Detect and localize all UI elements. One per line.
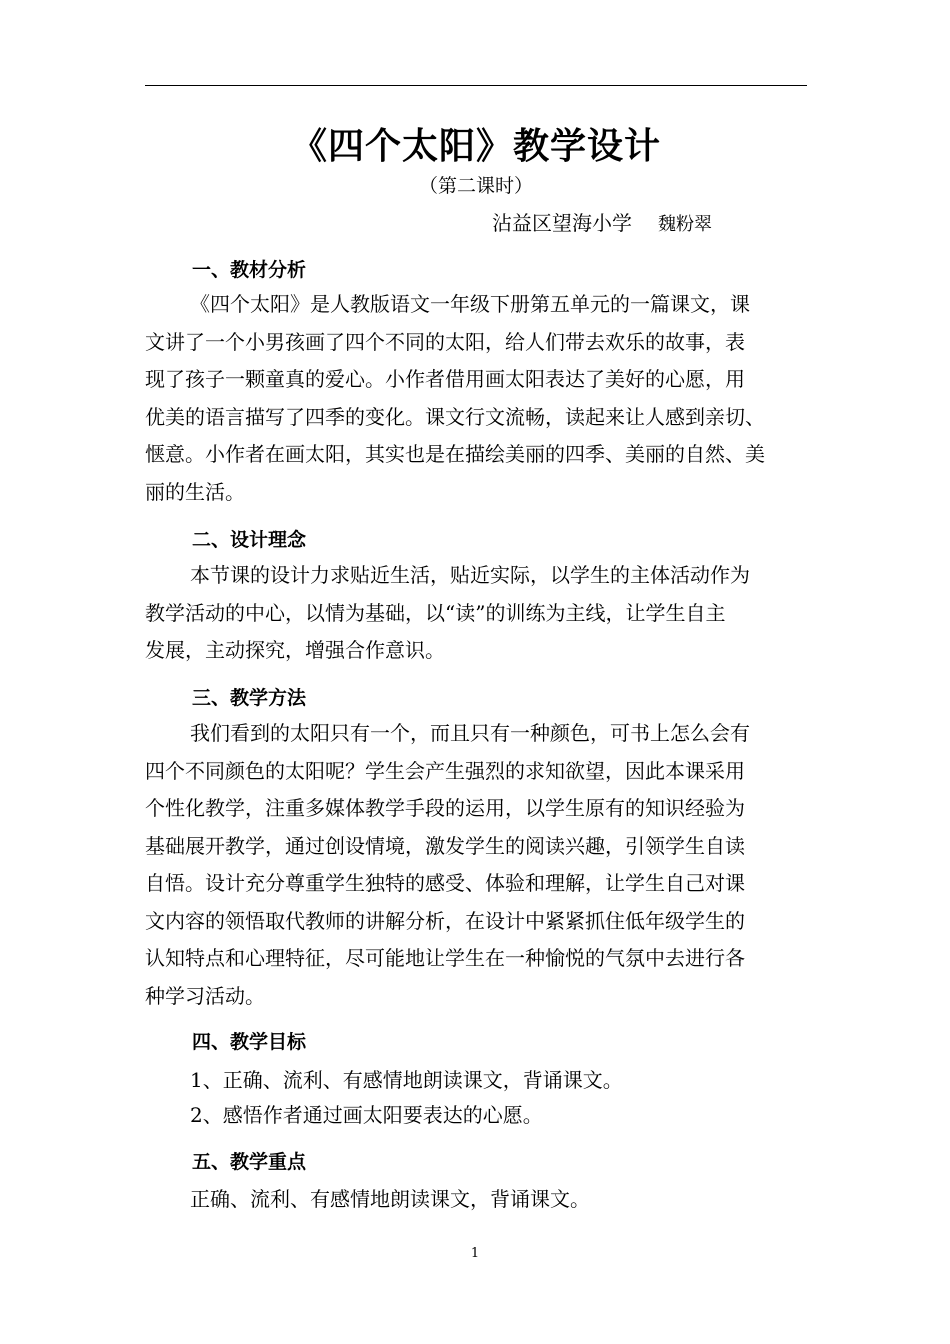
document-title: 《四个太阳》教学设计 [290, 125, 661, 167]
focus-item: 正确、流利、有感情地朗读课文，背诵课文。 [190, 1187, 590, 1211]
section-heading-teaching-method: 三、教学方法 [192, 687, 307, 709]
document-subtitle: （第二课时） [418, 175, 533, 197]
paragraph-line: 本节课的设计力求贴近生活，贴近实际，以学生的主体活动作为 [190, 563, 750, 587]
paragraph-line: 文内容的领悟取代教师的讲解分析，在设计中紧紧抓住低年级学生的 [145, 908, 745, 933]
paragraph-line: 自悟。设计充分尊重学生独特的感受、体验和理解，让学生自己对课 [145, 871, 745, 895]
section-heading-design-concept: 二、设计理念 [192, 529, 307, 551]
header-rule [145, 85, 807, 86]
section-heading-teaching-focus: 五、教学重点 [192, 1151, 307, 1173]
paragraph-line: 个性化教学，注重多媒体教学手段的运用，以学生原有的知识经验为 [145, 796, 745, 820]
paragraph-line: 优美的语言描写了四季的变化。课文行文流畅，读起来让人感到亲切、 [145, 404, 765, 429]
section-heading-materials: 一、教材分析 [192, 259, 307, 281]
section-body-teaching-method [145, 715, 807, 1015]
paragraph-line: 基础展开教学，通过创设情境，激发学生的阅读兴趣，引领学生自读 [145, 833, 745, 858]
paragraph-line: 《四个太阳》是人教版语文一年级下册第五单元的一篇课文，课 [190, 292, 750, 316]
section-body-design-concept [145, 557, 807, 670]
paragraph-line: 我们看到的太阳只有一个，而且只有一种颜色，可书上怎么会有 [190, 721, 750, 745]
paragraph-line: 四个不同颜色的太阳呢？学生会产生强烈的求知欲望，因此本课采用 [145, 758, 745, 783]
school-name: 沾益区望海小学 [492, 211, 632, 235]
author-line [492, 208, 712, 240]
section-heading-teaching-goals: 四、教学目标 [192, 1031, 307, 1053]
section-body-materials [145, 286, 807, 511]
paragraph-line: 惬意。小作者在画太阳，其实也是在描绘美丽的四季、美丽的自然、美 [145, 442, 765, 466]
paragraph-line: 发展，主动探究，增强合作意识。 [145, 638, 445, 662]
goal-item: 2、感悟作者通过画太阳要表达的心愿。 [190, 1103, 543, 1127]
paragraph-line: 现了孩子一颗童真的爱心。小作者借用画太阳表达了美好的心愿，用 [145, 367, 745, 391]
paragraph-line: 丽的生活。 [145, 479, 245, 504]
paragraph-line: 种学习活动。 [145, 983, 265, 1008]
author-name: 魏粉翠 [658, 214, 712, 235]
paragraph-line: 认知特点和心理特征，尽可能地让学生在一种愉悦的气氛中去进行各 [145, 946, 745, 970]
page-number: 1 [470, 1246, 480, 1261]
paragraph-line: 教学活动的中心，以情为基础，以“读”的训练为主线，让学生自主 [145, 600, 726, 625]
goal-item: 1、正确、流利、有感情地朗读课文，背诵课文。 [190, 1068, 623, 1092]
paragraph-line: 文讲了一个小男孩画了四个不同的太阳，给人们带去欢乐的故事，表 [145, 329, 745, 354]
